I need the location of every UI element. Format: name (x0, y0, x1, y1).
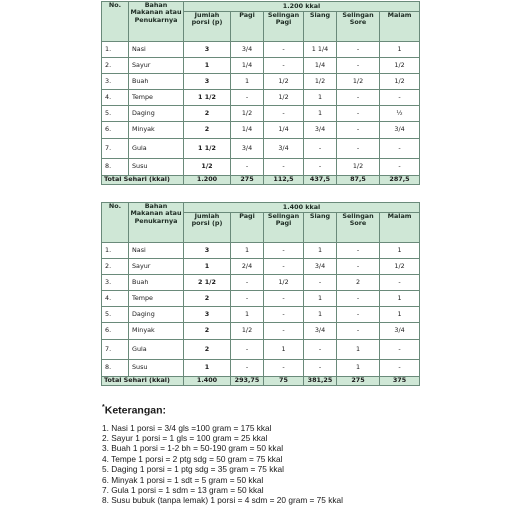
row-malam: 1/2 (380, 259, 420, 275)
row-selingan-pagi: - (264, 58, 304, 74)
diet-table-1200 (101, 1, 420, 185)
row-food: Sayur (129, 259, 184, 275)
note-item: 7. Gula 1 porsi = 1 sdm = 13 gram = 50 kkal (102, 484, 264, 495)
notes-title (102, 404, 422, 417)
row-malam: 1/2 (380, 58, 420, 74)
header-selingan-pagi: Selingan Pagi (264, 12, 304, 42)
total-selingan-sore: 275 (337, 377, 380, 386)
table-row (102, 106, 420, 122)
header-malam: Malam (380, 12, 420, 42)
row-food: Buah (129, 275, 184, 291)
row-portion: 1/2 (184, 159, 231, 176)
notes-list (102, 423, 422, 506)
row-siang: 1 (304, 90, 337, 106)
row-selingan-sore: - (337, 58, 380, 74)
row-no: 6. (102, 122, 129, 139)
table-row (102, 74, 420, 90)
row-selingan-pagi: - (264, 291, 304, 307)
row-siang: 1 (304, 307, 337, 323)
row-pagi: - (231, 340, 264, 360)
header-siang: Siang (304, 12, 337, 42)
row-portion: 1 (184, 360, 231, 377)
row-food: Minyak (129, 122, 184, 139)
row-portion: 3 (184, 243, 231, 259)
row-portion: 3 (184, 307, 231, 323)
row-selingan-sore: - (337, 307, 380, 323)
row-no: 1. (102, 243, 129, 259)
note-item: 2. Sayur 1 porsi = 1 gls = 100 gram = 25 kkal (102, 432, 268, 443)
total-pagi: 293,75 (231, 377, 264, 386)
table-row (102, 323, 420, 340)
row-pagi: 1 (231, 74, 264, 90)
table-row (102, 275, 420, 291)
row-portion: 1 (184, 259, 231, 275)
row-food: Minyak (129, 323, 184, 340)
row-portion: 2 (184, 106, 231, 122)
row-food: Nasi (129, 243, 184, 259)
table-row (102, 340, 420, 360)
row-pagi: 1 (231, 243, 264, 259)
row-portion: 1 (184, 58, 231, 74)
row-pagi: 1/2 (231, 106, 264, 122)
row-selingan-pagi: - (264, 323, 304, 340)
row-pagi: 1 (231, 307, 264, 323)
row-pagi: - (231, 275, 264, 291)
row-portion: 1 1/2 (184, 139, 231, 159)
row-selingan-pagi: - (264, 159, 304, 176)
header-pagi: Pagi (231, 213, 264, 243)
table-row (102, 307, 420, 323)
diet-table-1400 (101, 202, 420, 386)
table-row (102, 58, 420, 74)
row-selingan-pagi: 1/2 (264, 275, 304, 291)
header-pagi: Pagi (231, 12, 264, 42)
row-no: 8. (102, 159, 129, 176)
row-no: 2. (102, 259, 129, 275)
row-siang: 1 (304, 106, 337, 122)
header-siang: Siang (304, 213, 337, 243)
row-selingan-sore: - (337, 243, 380, 259)
row-selingan-pagi: 1/2 (264, 90, 304, 106)
row-selingan-sore: - (337, 106, 380, 122)
header-selingan-sore: Selingan Sore (337, 12, 380, 42)
row-malam: 1 (380, 42, 420, 58)
row-no: 7. (102, 139, 129, 159)
row-pagi: 1/4 (231, 58, 264, 74)
row-selingan-sore: 2 (337, 275, 380, 291)
row-siang: - (304, 275, 337, 291)
total-siang: 381,25 (304, 377, 337, 386)
row-selingan-pagi: 1 (264, 340, 304, 360)
note-item: 3. Buah 1 porsi = 1-2 bh = 50-190 gram = 50 kkal (102, 443, 284, 454)
notes-title-text: Keterangan: (104, 404, 166, 417)
row-no: 5. (102, 307, 129, 323)
row-food: Daging (129, 106, 184, 122)
row-selingan-sore: - (337, 90, 380, 106)
row-selingan-pagi: 1/4 (264, 122, 304, 139)
row-food: Sayur (129, 58, 184, 74)
row-pagi: - (231, 90, 264, 106)
row-pagi: - (231, 360, 264, 377)
row-food: Susu (129, 360, 184, 377)
row-food: Tempe (129, 90, 184, 106)
table-row (102, 291, 420, 307)
header-food: Bahan Makanan atau Penukarnya (129, 2, 184, 42)
table-row (102, 259, 420, 275)
row-no: 2. (102, 58, 129, 74)
row-selingan-pagi: 3/4 (264, 139, 304, 159)
total-row (102, 176, 420, 185)
total-portion: 1.200 (184, 176, 231, 185)
header-no: No. (102, 203, 129, 243)
notes-section (102, 404, 422, 506)
row-no: 7. (102, 340, 129, 360)
row-no: 1. (102, 42, 129, 58)
row-selingan-sore: 1/2 (337, 74, 380, 90)
row-selingan-sore: - (337, 259, 380, 275)
row-selingan-sore: 1 (337, 340, 380, 360)
row-selingan-sore: - (337, 139, 380, 159)
row-food: Gula (129, 340, 184, 360)
row-malam: - (380, 340, 420, 360)
row-pagi: - (231, 159, 264, 176)
header-no: No. (102, 2, 129, 42)
total-row (102, 377, 420, 386)
row-food: Nasi (129, 42, 184, 58)
row-portion: 3 (184, 42, 231, 58)
table-row (102, 42, 420, 58)
row-selingan-sore: - (337, 122, 380, 139)
table-row (102, 243, 420, 259)
row-pagi: 3/4 (231, 42, 264, 58)
row-selingan-sore: - (337, 323, 380, 340)
note-item: 5. Daging 1 porsi = 1 ptg sdg = 35 gram = 75 kkal (102, 464, 284, 475)
row-siang: 1/2 (304, 74, 337, 90)
row-malam: - (380, 159, 420, 176)
row-selingan-pagi: - (264, 259, 304, 275)
row-malam: 1 (380, 307, 420, 323)
row-selingan-sore: - (337, 42, 380, 58)
row-food: Buah (129, 74, 184, 90)
table-row (102, 360, 420, 377)
row-pagi: 2/4 (231, 259, 264, 275)
row-no: 6. (102, 323, 129, 340)
row-malam: 3/4 (380, 122, 420, 139)
row-no: 3. (102, 74, 129, 90)
row-selingan-pagi: - (264, 106, 304, 122)
row-portion: 1 1/2 (184, 90, 231, 106)
row-malam: - (380, 275, 420, 291)
row-selingan-sore: 1 (337, 360, 380, 377)
row-selingan-sore: - (337, 291, 380, 307)
row-food: Tempe (129, 291, 184, 307)
row-no: 8. (102, 360, 129, 377)
row-siang: 1 1/4 (304, 42, 337, 58)
row-malam: 1 (380, 243, 420, 259)
row-food: Daging (129, 307, 184, 323)
row-malam: ½ (380, 106, 420, 122)
row-pagi: 1/4 (231, 122, 264, 139)
row-selingan-sore: 1/2 (337, 159, 380, 176)
header-calorie-group: 1.200 kkal (184, 2, 420, 12)
total-label: Total Sehari (kkal) (102, 176, 184, 185)
total-malam: 287,5 (380, 176, 420, 185)
total-selingan-sore: 87,5 (337, 176, 380, 185)
row-portion: 2 (184, 291, 231, 307)
row-siang: - (304, 360, 337, 377)
row-no: 5. (102, 106, 129, 122)
total-selingan-pagi: 112,5 (264, 176, 304, 185)
row-selingan-pagi: - (264, 42, 304, 58)
row-food: Susu (129, 159, 184, 176)
row-malam: 1 (380, 291, 420, 307)
table-row (102, 122, 420, 139)
row-pagi: 1/2 (231, 323, 264, 340)
row-portion: 2 1/2 (184, 275, 231, 291)
header-calorie-group: 1.400 kkal (184, 203, 420, 213)
row-malam: 1/2 (380, 74, 420, 90)
row-selingan-pagi: - (264, 307, 304, 323)
total-pagi: 275 (231, 176, 264, 185)
note-item: 8. Susu bubuk (tanpa lemak) 1 porsi = 4 sdm = 20 gram = 75 kkal (102, 495, 343, 506)
row-malam: - (380, 90, 420, 106)
row-portion: 3 (184, 74, 231, 90)
row-malam: - (380, 360, 420, 377)
table-row (102, 159, 420, 176)
row-siang: - (304, 340, 337, 360)
table-row (102, 90, 420, 106)
total-siang: 437,5 (304, 176, 337, 185)
total-label: Total Sehari (kkal) (102, 377, 184, 386)
table-row (102, 139, 420, 159)
row-siang: 1/4 (304, 58, 337, 74)
row-siang: 3/4 (304, 259, 337, 275)
row-food: Gula (129, 139, 184, 159)
note-item: 4. Tempe 1 porsi = 2 ptg sdg = 50 gram = 75 kkal (102, 453, 283, 464)
note-item: 6. Minyak 1 porsi = 1 sdt = 5 gram = 50 kkal (102, 474, 264, 485)
row-siang: 3/4 (304, 323, 337, 340)
row-siang: - (304, 159, 337, 176)
row-siang: 1 (304, 243, 337, 259)
header-selingan-pagi: Selingan Pagi (264, 213, 304, 243)
row-siang: 1 (304, 291, 337, 307)
total-portion: 1.400 (184, 377, 231, 386)
row-portion: 2 (184, 323, 231, 340)
notes-star: * (102, 404, 105, 411)
header-portion: Jumlah porsi (p) (184, 12, 231, 42)
note-item: 1. Nasi 1 porsi = 3/4 gls =100 gram = 175 kkal (102, 422, 272, 433)
row-portion: 2 (184, 340, 231, 360)
header-selingan-sore: Selingan Sore (337, 213, 380, 243)
total-selingan-pagi: 75 (264, 377, 304, 386)
row-siang: - (304, 139, 337, 159)
header-malam: Malam (380, 213, 420, 243)
header-food: Bahan Makanan atau Penukarnya (129, 203, 184, 243)
row-no: 4. (102, 90, 129, 106)
row-selingan-pagi: - (264, 243, 304, 259)
row-pagi: 3/4 (231, 139, 264, 159)
row-selingan-pagi: - (264, 360, 304, 377)
row-no: 4. (102, 291, 129, 307)
row-siang: 3/4 (304, 122, 337, 139)
total-malam: 375 (380, 377, 420, 386)
header-portion: Jumlah porsi (p) (184, 213, 231, 243)
row-portion: 2 (184, 122, 231, 139)
row-malam: - (380, 139, 420, 159)
row-malam: 3/4 (380, 323, 420, 340)
row-selingan-pagi: 1/2 (264, 74, 304, 90)
row-pagi: - (231, 291, 264, 307)
row-no: 3. (102, 275, 129, 291)
